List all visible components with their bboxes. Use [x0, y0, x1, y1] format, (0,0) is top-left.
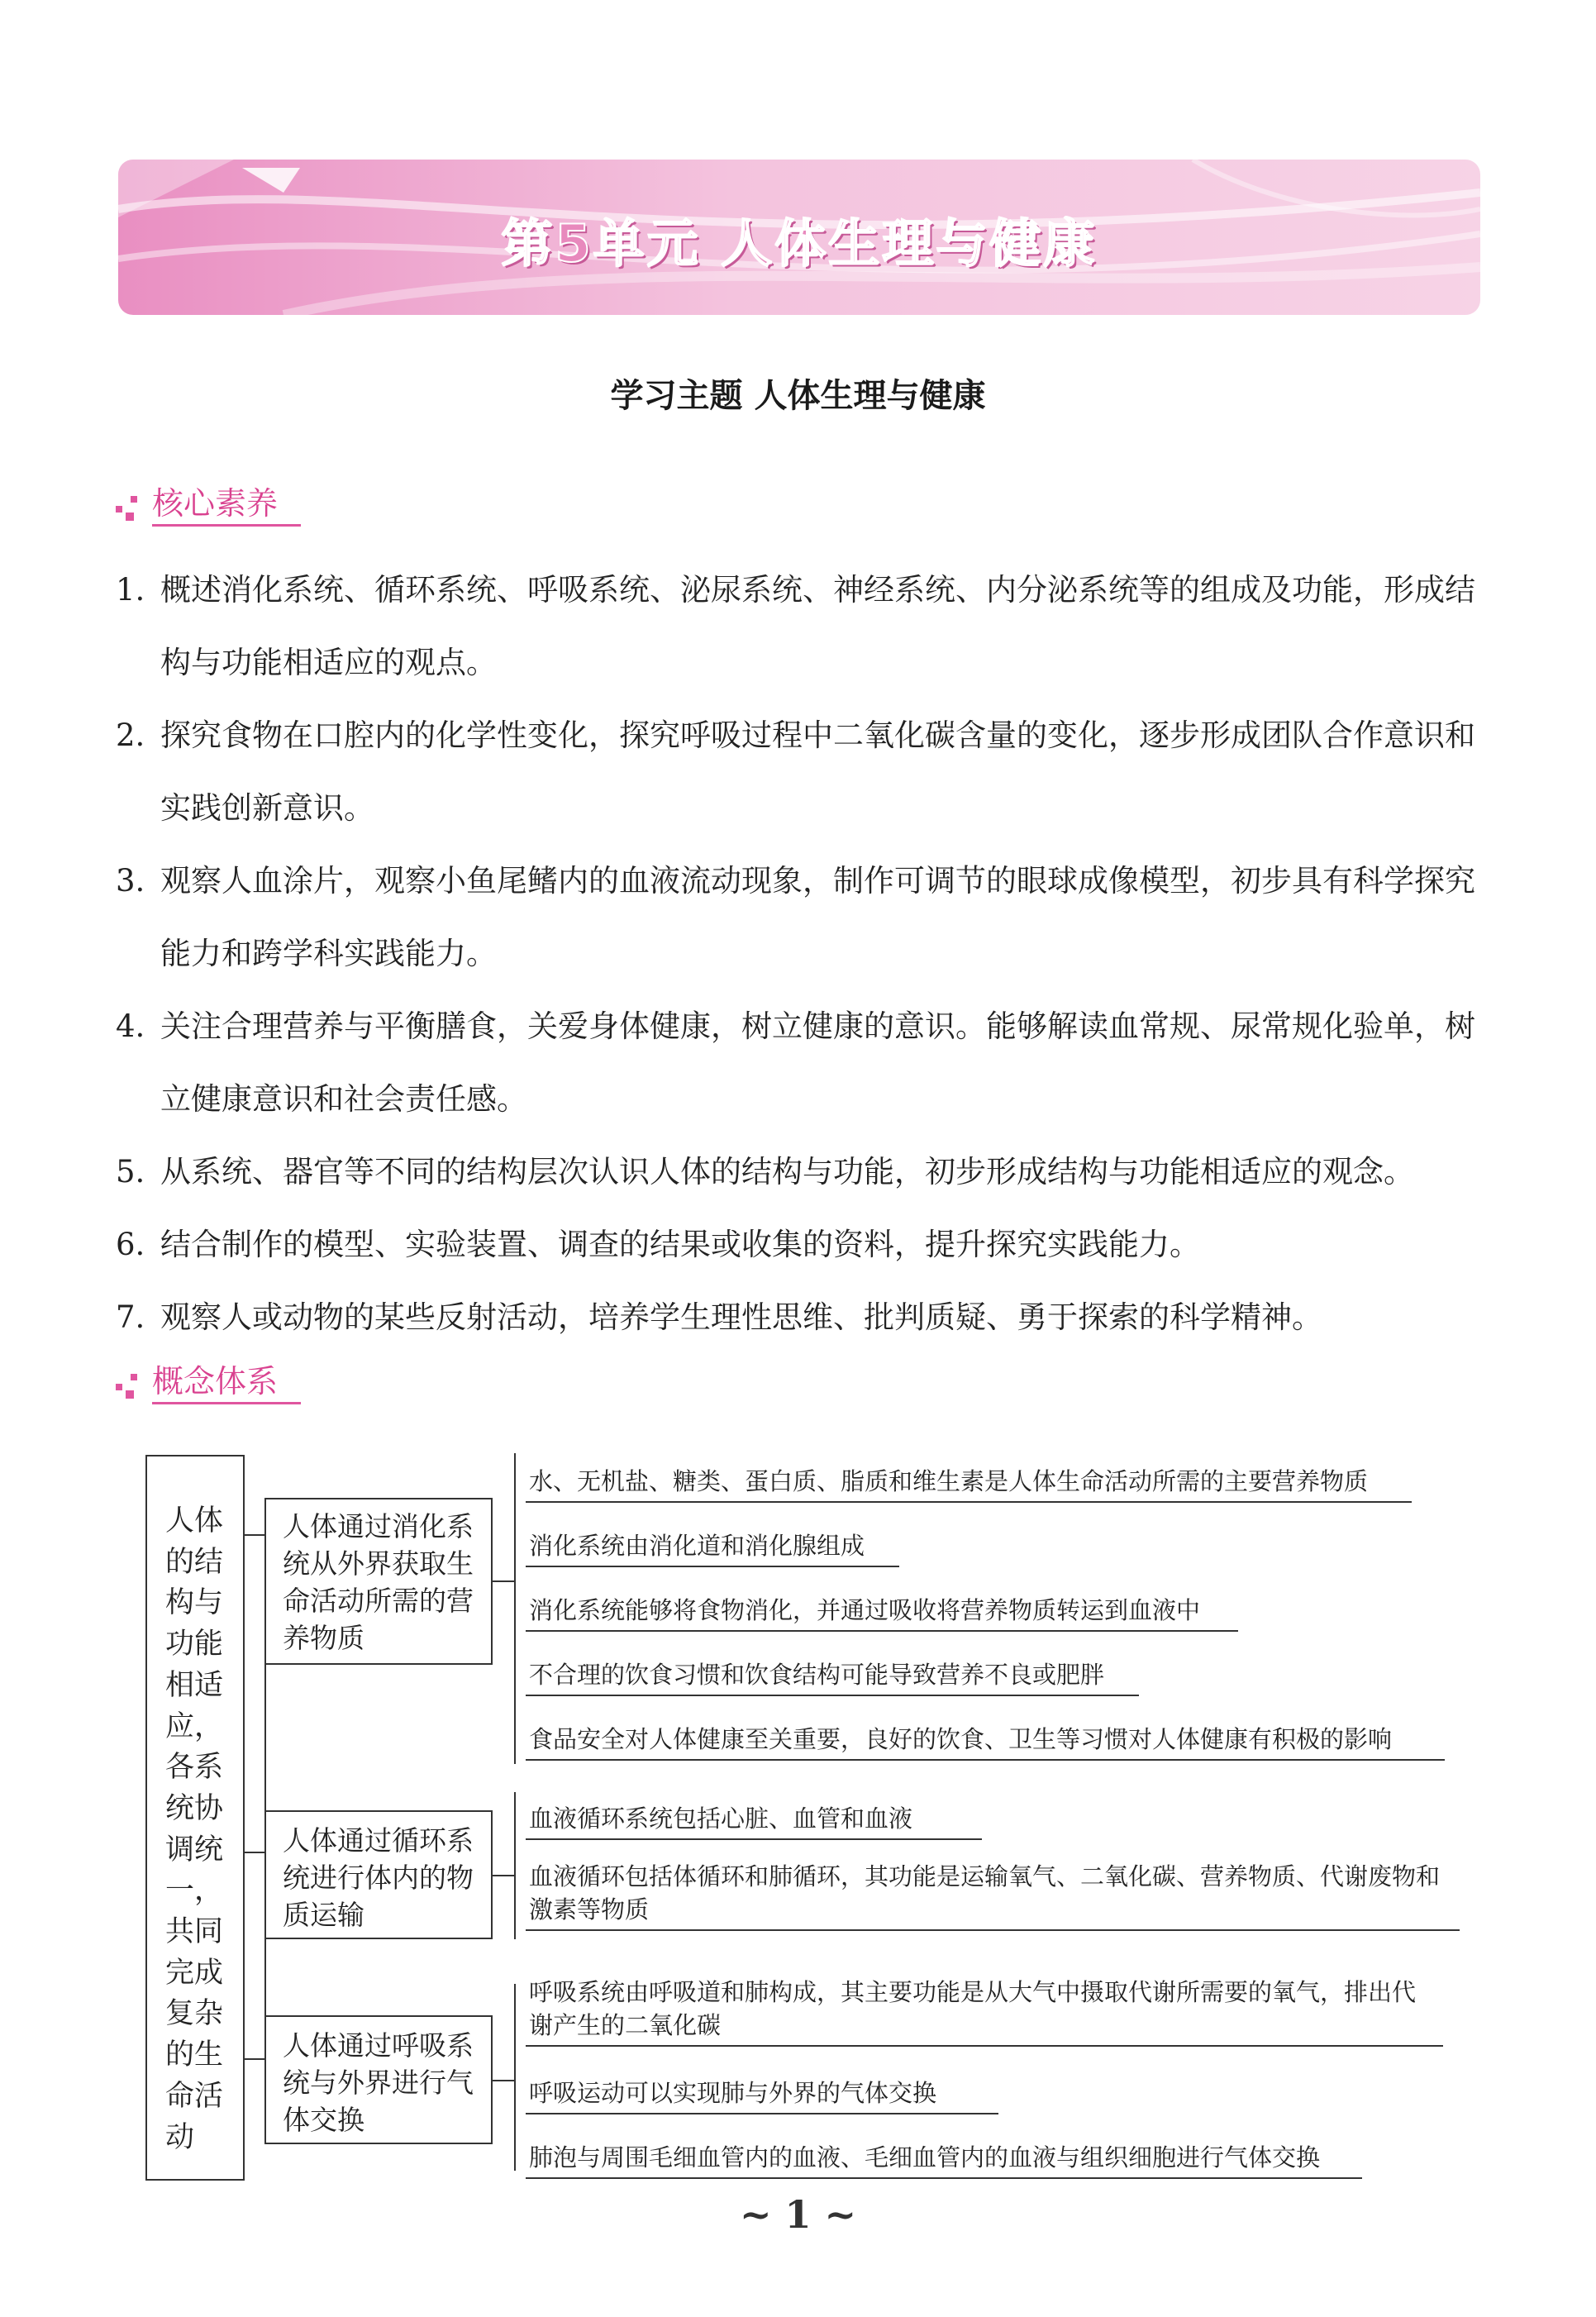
leaf-item: 呼吸系统由呼吸道和肺构成，其主要功能是从大气中摄取代谢所需要的氧气，排出代谢产生的二氧化碳 [526, 1976, 1443, 2047]
connector [245, 2058, 264, 2060]
branch-digestion-box [264, 1498, 493, 1665]
section-concept-title: 概念体系 [152, 1363, 279, 1399]
branch-circulation-box [264, 1810, 493, 1939]
item-number: 3. [116, 863, 145, 899]
leaf-item: 肺泡与周围毛细血管内的血液、毛细血管内的血液与组织细胞进行气体交换 [526, 2141, 1362, 2179]
item-text: 关注合理营养与平衡膳食，关爱身体健康，树立健康的意识。能够解读血常规、尿常规化验单，树立健康意识和社会责任感。 [160, 1008, 1475, 1117]
item-number: 5. [116, 1154, 145, 1189]
leaf-item: 消化系统由消化道和消化腺组成 [526, 1529, 899, 1567]
item-text: 结合制作的模型、实验装置、调查的结果或收集的资料，提升探究实践能力。 [160, 1227, 1200, 1262]
branch-digestion-text: 人体通过消化系统从外界获取生命活动所需的营养物质 [283, 1510, 474, 1654]
concept-root-text: 人体的结构与功能相适应，各系统协调统一，共同完成复杂的生命活动 [165, 1504, 224, 2154]
item-number: 1. [116, 572, 145, 608]
topic-title: 学习主题 人体生理与健康 [610, 377, 986, 415]
item-text: 观察人或动物的某些反射活动，培养学生理性思维、批判质疑、勇于探索的科学精神。 [160, 1299, 1322, 1335]
leaf-item: 呼吸运动可以实现肺与外界的气体交换 [526, 2076, 998, 2114]
unit-title: 第5单元 人体生理与健康 [501, 213, 1098, 274]
section-core-title: 核心素养 [152, 485, 279, 522]
connector [514, 1792, 516, 1939]
item-number: 7. [116, 1299, 145, 1335]
connector [514, 1453, 516, 1764]
concept-root-box [145, 1455, 245, 2181]
connector [493, 1875, 514, 1876]
item-text: 概述消化系统、循环系统、呼吸系统、泌尿系统、神经系统、内分泌系统等的组成及功能，形成结构与功能相适应的观点。 [160, 572, 1475, 680]
leaf-item: 血液循环包括体循环和肺循环，其功能是运输氧气、二氧化碳、营养物质、代谢废物和激素等物质 [526, 1860, 1460, 1931]
item-text: 探究食物在口腔内的化学性变化，探究呼吸过程中二氧化碳含量的变化，逐步形成团队合作意识和实践创新意识。 [160, 718, 1475, 826]
connector [493, 2080, 514, 2081]
branch-circulation-text: 人体通过循环系统进行体内的物质运输 [283, 1824, 474, 1931]
item-text: 从系统、器官等不同的结构层次认识人体的结构与功能，初步形成结构与功能相适应的观念。 [160, 1154, 1414, 1189]
connector [245, 1534, 264, 1536]
item-number: 4. [116, 1008, 145, 1044]
item-text: 观察人血涂片，观察小鱼尾鳍内的血液流动现象，制作可调节的眼球成像模型，初步具有科学探究能力和跨学科实践能力。 [160, 863, 1475, 971]
leaf-item: 不合理的饮食习惯和饮食结构可能导致营养不良或肥胖 [526, 1658, 1139, 1696]
leaf-item: 消化系统能够将食物消化，并通过吸收将营养物质转运到血液中 [526, 1594, 1238, 1632]
leaf-item: 水、无机盐、糖类、蛋白质、脂质和维生素是人体生命活动所需的主要营养物质 [526, 1465, 1412, 1503]
page-number: ~ 1 ~ [739, 2192, 857, 2237]
connector [514, 1984, 516, 2171]
leaf-item: 食品安全对人体健康至关重要，良好的饮食、卫生等习惯对人体健康有积极的影响 [526, 1723, 1445, 1761]
leaf-item: 血液循环系统包括心脏、血管和血液 [526, 1802, 982, 1840]
branch-respiration-box [264, 2015, 493, 2144]
connector [493, 1580, 514, 1582]
branch-respiration-text: 人体通过呼吸系统与外界进行气体交换 [283, 2029, 474, 2136]
item-number: 6. [116, 1227, 145, 1262]
connector [245, 1852, 264, 1853]
item-number: 2. [116, 718, 145, 753]
